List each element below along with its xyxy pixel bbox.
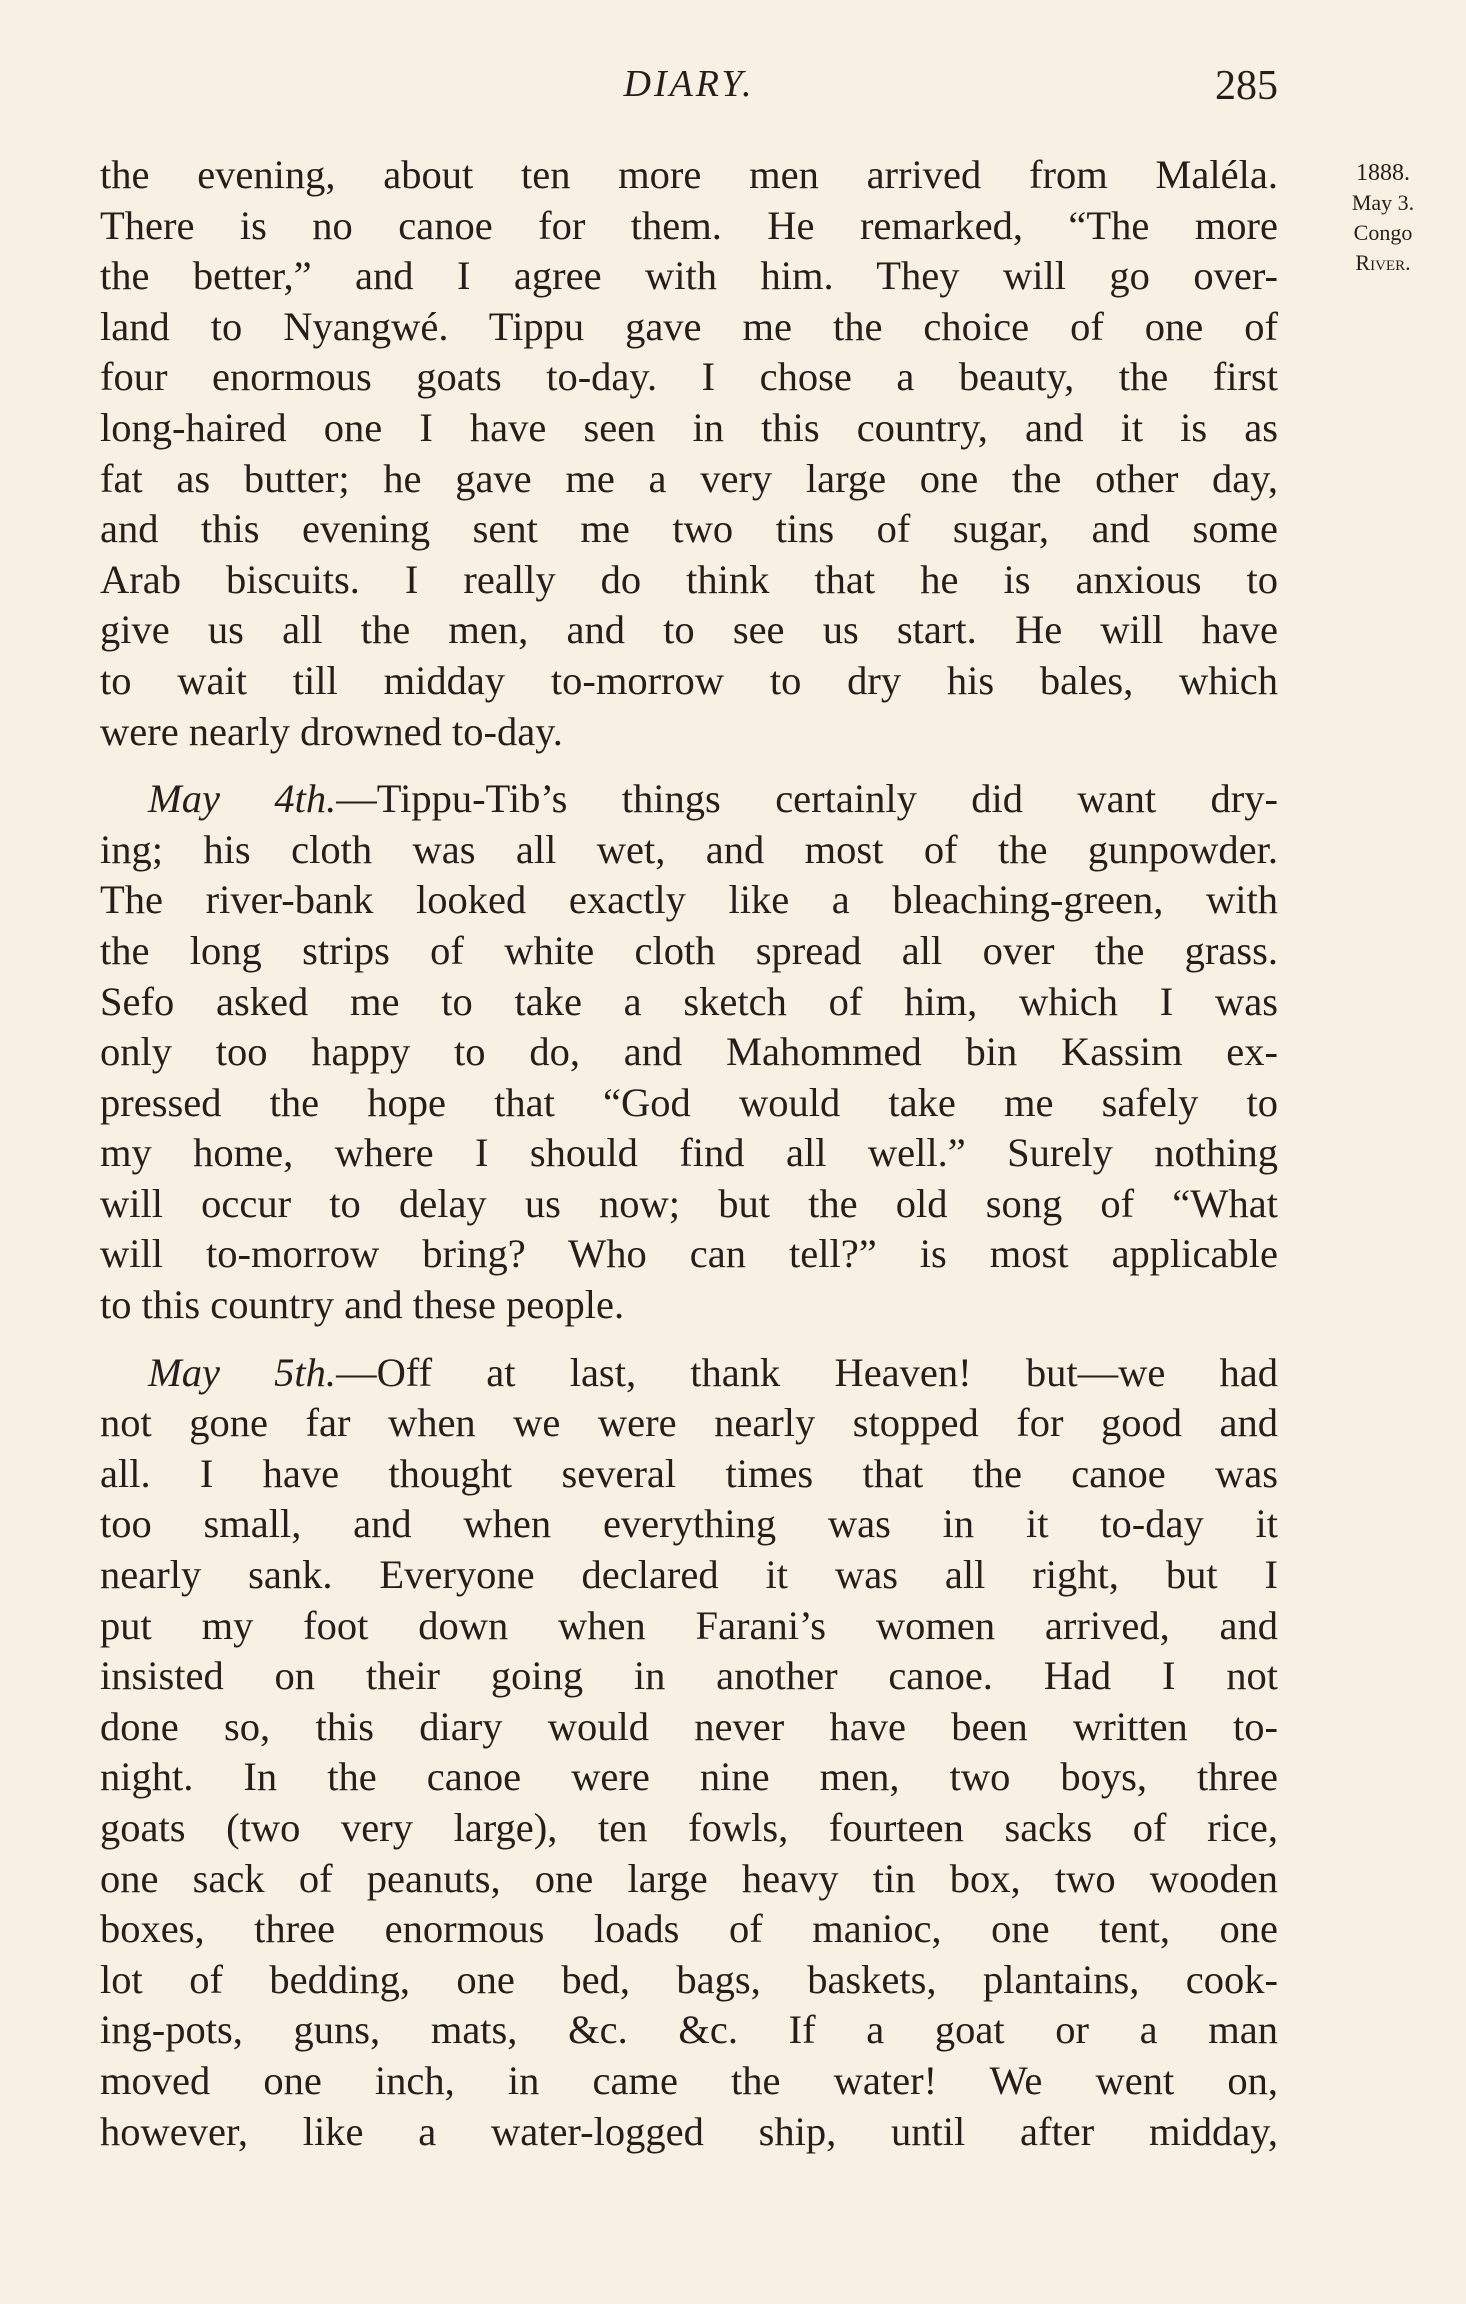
text-line: lot of bedding, one bed, bags, baskets, plantains, cook- [100,1956,1278,2002]
entry-date-label: May 5th. [148,1349,337,1395]
text-line: Sefo asked me to take a sketch of him, which I was [100,978,1278,1024]
text-line: four enormous goats to-day. I chose a beauty, the first [100,354,1278,400]
text-line: done so, this diary would never have been written to- [100,1703,1278,1749]
text-line: will occur to delay us now; but the old song of “What [100,1180,1278,1226]
text-line: the better,” and I agree with him. They will go over- [100,253,1278,299]
text-line: boxes, three enormous loads of manioc, one tent, one [100,1906,1278,1952]
text-line: fat as butter; he gave me a very large one the other day, [100,455,1278,501]
entry-first-line [100,774,1278,825]
text-line: only too happy to do, and Mahommed bin Kassim ex- [100,1029,1278,1075]
margin-note [1318,158,1448,278]
body-text [100,150,1278,2174]
text-line: insisted on their going in another canoe. Had I not [100,1653,1278,1699]
text-line: land to Nyangwé. Tippu gave me the choice of one of [100,303,1278,349]
text-line: moved one inch, in came the water! We went on, [100,2057,1278,2103]
text-line: The river-bank looked exactly like a bleaching-green, with [100,877,1278,923]
text-line: however, like a water-logged ship, until after midday, [100,2108,1278,2154]
text-line: and this evening sent me two tins of sugar, and some [100,506,1278,552]
text-line: the long strips of white cloth spread all over the grass. [100,927,1278,973]
text-line: will to-morrow bring? Who can tell?” is most applicable [100,1231,1278,1277]
page-number: 285 [1215,63,1278,109]
text-line: nearly sank. Everyone declared it was all right, but I [100,1552,1278,1598]
margin-note-date: May 3. [1351,190,1415,215]
text-line: ing; his cloth was all wet, and most of the gunpowder. [100,826,1278,872]
text-line: my home, where I should find all well.” Surely nothing [100,1130,1278,1176]
text-line: long-haired one I have seen in this country, and it is as [100,404,1278,450]
text-line: There is no canoe for them. He remarked, “The more [100,202,1278,248]
text-line: one sack of peanuts, one large heavy tin box, two wooden [100,1855,1278,1901]
text-line: pressed the hope that “God would take me safely to [100,1079,1278,1125]
entry-first-line-text: —Tippu-Tib’s things certainly did want dry- [336,776,1279,822]
text-line: give us all the men, and to see us start. He will have [100,607,1278,653]
margin-note-place: Congo [1353,220,1413,245]
entry-first-line [100,1348,1278,1399]
running-head [100,62,1278,112]
text-line: the evening, about ten more men arrived from Maléla. [100,152,1278,197]
running-title: DIARY. [623,63,755,105]
text-line: Arab biscuits. I really do think that he is anxious to [100,556,1278,602]
paragraph-may-4 [100,774,1278,1331]
entry-first-line-text: —Off at last, thank Heaven! but—we had [336,1349,1278,1395]
text-line: were nearly drowned to-day. [100,708,563,754]
entry-date-label: May 4th. [148,776,337,822]
text-line: ing-pots, guns, mats, &c. &c. If a goat or a man [100,2007,1278,2053]
paragraph-may-5 [100,1348,1278,2158]
text-line: night. In the canoe were nine men, two boys, three [100,1754,1278,1800]
text-line: not gone far when we were nearly stopped for good and [100,1400,1278,1446]
text-line: goats (two very large), ten fowls, fourteen sacks of rice, [100,1805,1278,1850]
margin-note-place-2: River. [1355,250,1411,275]
margin-note-year: 1888. [1356,160,1410,186]
text-line: too small, and when everything was in it to-day it [100,1501,1278,1547]
text-line: to wait till midday to-morrow to dry his bales, which [100,657,1278,703]
paragraph-may-3 [100,150,1278,757]
text-line: all. I have thought several times that the canoe was [100,1450,1278,1496]
text-line: put my foot down when Farani’s women arrived, and [100,1602,1278,1648]
text-line: to this country and these people. [100,1282,625,1328]
